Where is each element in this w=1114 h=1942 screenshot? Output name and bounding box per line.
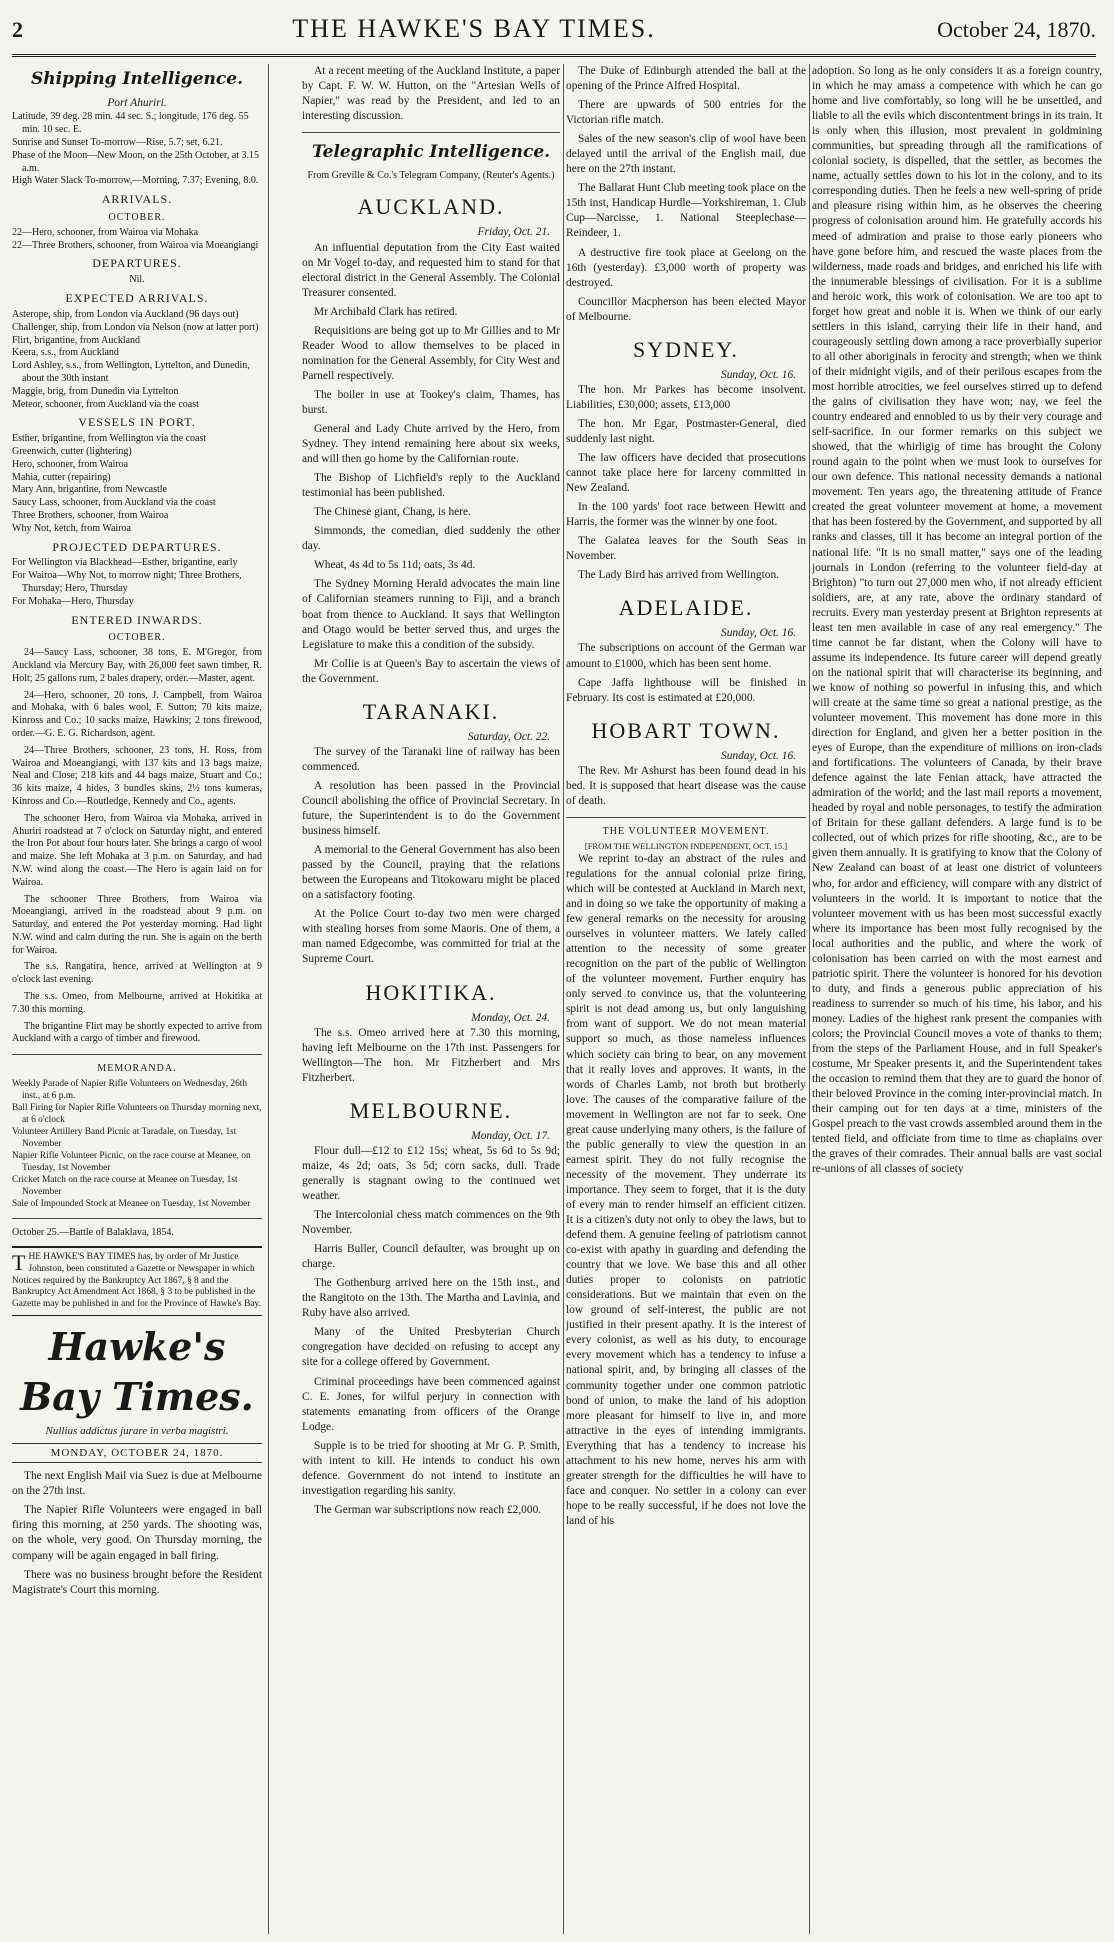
issue-date: October 24, 1870. (937, 17, 1096, 42)
expected-list: Asterope, ship, from London via Auckland (96 days out) Challenger, ship, from London via Nelson (now at latter port) Flirt, brigantine, from Auckland Keera, s.s., from Auckland Lord Ashley, s.s., from Wellington, Lyttelton, and Dunedin, about the 30th instant Maggie, brig, from Dunedin via Lyttelton Meteor, schooner, from Auckland via the coast (12, 308, 259, 410)
projected-list: For Wellington via Blackhead—Esther, brigantine, early For Wairoa—Why Not, to morrow night; Three Brothers, Thursday; Hero, Thursday For Mohaka—Hero, Thursday (12, 557, 242, 607)
taranaki-heading: TARANAKI. (362, 698, 500, 724)
shipping-notes: The schooner Hero, from Wairoa via Mohaka, arrived in Ahuriri roadstead at 7 o'clock on Saturday night, and entered the Iron Pot about four hours later. She brings a cargo of wool and maize. She left Mohaka at 3 p.m. on Saturday, and had N.W. wind along the coast.—The Hero is again laid on for Wairoa. The schooner Three Brothers, from Wairoa via Moeangiangi, arrived in the roadstead about 9 p.m. on Saturday, and entered the Pot yesterday morning. Had light N.W. wind and calm during the run. She is again on the berth for Wairoa. The s.s. Rangatira, hence, arrived at Wellington at 9 o'clock last evening. The s.s. Omeo, from Melbourne, arrived at Hokitika at 7.30 this morning. The brigantine Flirt may be shortly expected to arrive from Auckland with a cargo of timber and firewood. (12, 812, 262, 1045)
balaklava-note: October 25.—Battle of Balaklava, 1854. (12, 1227, 174, 1239)
column-divider (268, 64, 269, 1934)
volunteer-heading: THE VOLUNTEER MOVEMENT. (602, 825, 770, 837)
column-telegraph: At a recent meeting of the Auckland Institute, a paper by Capt. F. W. W. Hutton, on the "Artesian Wells of Napier," was read by the President, and led to an interesting discussion. Telegraphic Intelligence. From Greville & Co.'s Telegram Company, (Reuter's Agents.) AUCKLAND. Friday, Oct. 21. An influential deputation from the City East waited on Mr Vogel to-day, and requested him to stand for that electoral district in the General Assembly. The Colonial Treasurer consented. Mr Archibald Clark has retired. Requisitions are being got up to Mr Gillies and to Mr Reader Wood to allow themselves to be placed in nomination for the General Assembly, for City West and Parnell respectively. The boiler in use at Tookey's claim, Thames, has burst. General and Lady Chute arrived by the Hero, from Sydney. They intend remaining here about six weeks, and will then go home by the Californian route. The Bishop of Lichfield's reply to the Auckland testimonial has been published. The Chinese giant, Chang, is here. Simmonds, the comedian, died suddenly the other day. Wheat, 4s 4d to 5s 11d; oats, 3s 4d. The Sydney Morning Herald advocates the main line of Californian steamers running to Fiji, and a branch boat from thence to Auckland. It says that Wellington and Otago would be better served thus, and urges the Legislature to make this a condition of the subsidy. Mr Collie is at Queen's Bay to ascertain the views of the Government. TARANAKI. Saturday, Oct. 22. The survey of the Taranaki line of railway has been commenced. A resolution has been passed in the Provincial Council abolishing the office of Provincial Secretary. In future, the Superintendent is to do the Government business himself. A memorial to the General Government has also been passed by the Council, praying that the relations between the Europeans and Titokowaru might be placed on a satisfactory footing. At the Police Court to-day two men were charged with stealing horses from some Maoris. One of them, a man named Edgecombe, was committed for trial at the Supreme Court. HOKITIKA. Monday, Oct. 24. The s.s. Omeo arrived here at 7.30 this morning, having left Melbourne on the 17th inst. Passengers for Wellington—The hon. Mr Fitzherbert and Mrs Fitzherbert. MELBOURNE. Monday, Oct. 17. Flour dull—£12 to £12 15s; wheat, 5s 6d to 5s 9d; maize, 4s 2d; oats, 3s 5d; corn sacks, dull. Trade generally is stagnant owing to the continued wet weather. The Intercolonial chess match commences on the 9th November. Harris Buller, Council defaulter, was brought up on charge. The Gothenburg arrived here on the 15th inst., and the Rangitoto on the 13th. The Martha and Lavinia, and Ruby have also arrived. Many of the United Presbyterian Church congregation have decided on refusing to accept any site for a college offered by Government. Criminal proceedings have been commenced against C. E. Jones, for wilful perjury in connection with statements emanating from officers of the Orange Lodge. Supple is to be tried for shooting at Mr G. P. Smith, with intent to kill. He intends to conduct his own defence. Government do not intend to institute an investigation regarding his sanity. The German war subscriptions now reach £2,000. (302, 65, 560, 1516)
auckland-heading: AUCKLAND. (357, 194, 505, 220)
paper-title: Hawke's Bay Times. (20, 1323, 254, 1420)
gazette-notice: T HE HAWKE'S BAY TIMES has, by order of Mr Justice Johnston, been constituted a Gazette or Newspaper in which Notices required by the Bankruptcy Act 1867, § 8 and the Bankruptcy Act Amendment Act 1868, § 3 to be published in the Gazette may be published in and for the Province of Hawke's Bay. (12, 1246, 262, 1316)
volunteer-article-cont: adoption. So long as he only considers it as a foreign country, in which he may amass a competence with which he can go home and live comfortably, so long will he be unsettled, and liable to all the evils which discontentment brings in its train. It is only when this illusion, most prevalent in goldmining communities, but spreading through all the ramifications of colonial society, is dispelled, that the settler, as becomes the name, actually settles down to his lot in the colony, and to its corresponding duties. Then he feels a new well-spring of pride and pleasure rising within him, as he observes the cheering progress of colonisation around him. He gratefully accords his meed of admiration and praise to those early pioneers who have gone before him, and rescued the waste places from the wilderness, made roads and bridges, and enriched his life with the innumerable blessings of civilisation. For it is a sublime and heroic work, this work of colonisation. We are too apt to forget how great and noble it is. When we think of our early settlers in this island, carrying their life in their hand, and courageously settling down among a race proverbially superior to all other aboriginals in ferocity and strength; when we think of their midnight vigils, and of their perilous escapes from the most horrible atrocities, we feel ourselves stirred up to defend the gains of civilisation they have won; nay, we feel the country endeared and ennobled to us by their very courage and self-sacrifice. In our former remarks on this subject we showed, that the whirligig of time has brought the Colony round again to the point when we must look to ourselves for our own defence. This national necessity demands a national movement. Ten years ago, the threatening attitude of France created the great volunteer movement at home, a movement that has been fostered by the Government, and supported by all ranks and classes, till it has become an integral portion of the national life. "It is no small matter," says one of the leading journals in London (referring to the volunteer field-day at Brighton) "to turn out 27,000 men who, if not already efficient soldiers, are, at any rate, above the ordinary standard of recruits. Every man yesterday present at Brighton represents at least ten men available in case of any real emergency." The time cannot be far distant, when the Colony will have to assume its independence. Its future career will depend greatly on the national spirit that will characterise its beginning, and we know of nothing so powerful in infusing this, and which will create at the same time so great a national prestige, as the volunteer movement. This movement has done more in this direction for England, and given her a better position in the eyes of Europe, than the expenditure of millions on iron-clads and fortifications. The volunteers of Canada, by their brave defence against the late Fenian attack, have attracted the admiration of the world; and the last mail reports a movement, headed by royal and noble personages, to testify the admiration of Britain for these gallant defenders. A large fund is to be collected, out of which prizes for rifle shooting, &c., are to be given them annually. It is gratifying to know that the Colony of New Zealand can boast of at least one district of volunteers who, for ardor and efficiency, will compare with any district of volunteers in the world. It is important to notice that the volunteer movement with us has been most successful exactly where its importance has been most fully recognised by the local authorities and the public, and where the work of colonisation has been carried on with the most earnest and patriotic spirit. There the volunteer is honored for his devotion to duty, and finds a generous public appreciation of his readiness to surrender so much of his time, his labor, and his money. Ladies of the highest rank present the companies with colors; the Provincial Council moves a vote of thanks to them; from the steps of the Parliament House, and in full Speaker's costume, Mr Speaker presents it, and the Superintendent takes the occasion to remind them that they are to guard the honor of their beloved Province in the coming inter-provincial match. In their camping out for ten days at a time, ministers of the Gospel preach to the vast crowds assembled around them in the tented field, and officiate from time to time as chaplains over the graves of their comrades. Their annual balls are vast social re-unions of all classes of society (812, 65, 1102, 1176)
entered-list: 24—Saucy Lass, schooner, 38 tons, E. M'Gregor, from Auckland via Mercury Bay, with 26,000 feet sawn timber, R. Holt; 25 gallons rum, 2 bales drapery, order.—Master, agent. 24—Hero, schooner, 20 tons, J. Campbell, from Wairoa and Mohaka, with 6 bales wool, F. Sutton; 70 kits maize, Kinross and Co.; 10 sacks maize, Hawkins; 2 tons firewood, order.—G. E. G. Richardson, agent. 24—Three Brothers, schooner, 23 tons, H. Ross, from Wairoa and Moeangiangi, with 137 kits and 13 bags maize, Neal and Close; 218 kits and 44 bags maize, Stuart and Co.; 36 kits maize, 4 hides, 3 bundles skins, 2½ tons kumeras, Kinross and Co.—Routledge, Kennedy and Co., agents. (12, 647, 262, 807)
memoranda-list: Weekly Parade of Napier Rifle Volunteers on Wednesday, 26th inst., at 6 p.m. Ball Firing for Napier Rifle Volunteers on Thursday morning next, at 6 o'clock Volunteer Artillery Band Picnic at Taradale, on Tuesday, 1st November Napier Rifle Volunteer Picnic, on the race course at Meanee, on Tuesday, 1st November Cricket Match on the race course at Meanee on Tuesday, 1st November Sale of Impounded Stock at Meanee on Tuesday, 1st November (12, 1079, 262, 1210)
newspaper-title: THE HAWKE'S BAY TIMES. (292, 14, 656, 43)
motto: Nullius addictus jurare in verba magistri. (45, 1425, 229, 1438)
column-divider (563, 64, 564, 1934)
hokitika-heading: HOKITIKA. (365, 979, 497, 1005)
sydney-heading: SYDNEY. (633, 336, 739, 362)
page-number: 2 (12, 17, 23, 42)
port-name: Port Ahuriri. (107, 97, 167, 110)
adelaide-heading: ADELAIDE. (618, 595, 754, 621)
hobart-heading: HOBART TOWN. (591, 717, 781, 743)
masthead (12, 14, 1096, 57)
telegraph-heading: Telegraphic Intelligence. (311, 142, 551, 163)
column-volunteer-cont (812, 64, 1102, 1934)
volunteer-article: We reprint to-day an abstract of the rules and regulations for the annual colonial prize firing, which will be contested at Auckland in March next, and in doing so we take the opportunity of making a few general remarks on the necessity for arousing ourselves in volunteer matters. We lately called attention to the necessity of some greater recognition on the part of the public of Wellington of the volunteer movement. Further enquiry has only served to convince us, that the volunteering spirit is not dead among us, but only languishing from want of support. We do not mean material support so much, as those nameless influences which society can bring to bear, on any movement that it really loves and approves. It wants, in the words of Charles Lamb, not broth but brotherly love. The causes of the comparative failure of the movement in Wellington are not far to seek. One great cause underlying many others, is the failure of the public generally to view the question in an earnest spirit. They do not fully recognise the necessity of the movement. They underrate its importance. They seem to forget, that it is the duty of every man to render himself an efficient citizen. It is a citizen's duty not only to obey the laws, but to defend them. A genuine feeling of patriotism cannot co-exist with apathy in guarding and defending the country that we love. We base this and all other duties proper to colonists on patriotic considerations. But we maintain that even on the low ground of self-interest, the public are not justified in their present apathy. It is the interest of every colonist, as well as his duty, to encourage every movement which has a tendency to infuse a national spirit, and, by bringing all classes of the community together under one common patriotic bond of union, to make the land of his adoption more pleasant for himself to live in, and more attractive in the eyes of intending immigrants. Everything that has a tendency to increase his attachment to his new home, nerves his arm with greater strength for the difficulties he will have to face and conquer. No settler in a colony can ever hope to be really successful, if he does not love the land of his (566, 852, 806, 1527)
melbourne-heading: MELBOURNE. (349, 1097, 513, 1123)
arrivals-list: 22—Hero, schooner, from Wairoa via Mohaka 22—Three Brothers, schooner, from Wairoa via Moeangiangi (12, 226, 259, 251)
column-divider (809, 64, 810, 1934)
vessels-list: Esther, brigantine, from Wellington via the coast Greenwich, cutter (lightering) Hero, schooner, from Wairoa Mahia, cutter (repairing) Mary Ann, brigantine, from Newcastle Saucy Lass, schooner, from Auckland via the coast Three Brothers, schooner, from Wairoa Why Not, ketch, from Wairoa (12, 433, 216, 534)
issue-line: MONDAY, OCTOBER 24, 1870. (12, 1443, 262, 1464)
column-shipping: Shipping Intelligence. Port Ahuriri. Latitude, 39 deg. 28 min. 44 sec. S.; longitude, 176 deg. 55 min. 10 sec. E. Sunrise and Sunset To-morrow—Rise, 5.7; set, 6.21. Phase of the Moon—New Moon, on the 25th October, at 3.15 a.m. High Water Slack To-morrow,—Morning, 7.37; Evening, 8.0. ARRIVALS. OCTOBER. 22—Hero, schooner, from Wairoa via Mohaka 22—Three Brothers, schooner, from Wairoa via Moeangiangi DEPARTURES. Nil. EXPECTED ARRIVALS. Asterope, ship, from London via Auckland (96 days out) Challenger, ship, from London via Nelson (now at latter port) Flirt, brigantine, from Auckland Keera, s.s., from Auckland Lord Ashley, s.s., from Wellington, Lyttelton, and Dunedin, about the 30th instant Maggie, brig, from Dunedin via Lyttelton Meteor, schooner, from Auckland via the coast VESSELS IN PORT. Esther, brigantine, from Wellington via the coast Greenwich, cutter (lightering) Hero, schooner, from Wairoa Mahia, cutter (repairing) Mary Ann, brigantine, from Newcastle Saucy Lass, schooner, from Auckland via the coast Three Brothers, schooner, from Wairoa Why Not, ketch, from Wairoa PROJECTED DEPARTURES. For Wellington via Blackhead—Esther, brigantine, early For Wairoa—Why Not, to morrow night; Three Brothers, Thursday; Hero, Thursday For Mohaka—Hero, Thursday ENTERED INWARDS. OCTOBER. 24—Saucy Lass, schooner, 38 tons, E. M'Gregor, from Auckland via Mercury Bay, with 26,000 feet sawn timber, R. Holt; 25 gallons rum, 2 bales drapery, order.—Master, agent. 24—Hero, schooner, 20 tons, J. Campbell, from Wairoa and Mohaka, with 6 bales wool, F. Sutton; 70 kits maize, Kinross and Co.; 10 sacks maize, Hawkins; 2 tons firewood, order.—G. E. G. Richardson, agent. 24—Three Brothers, schooner, 23 tons, H. Ross, from Wairoa and Moeangiangi, with 137 kits and 13 bags maize, Neal and Close; 218 kits and 44 bags maize, Stuart and Co.; 36 kits maize, 4 hides, 3 bundles skins, 2½ tons kumeras, Kinross and Co.—Routledge, Kennedy and Co., agents. The schooner Hero, from Wairoa via Mohaka, arrived in Ahuriri roadstead at 7 o'clock on Saturday night, and entered the Iron Pot about four hours later. She brings a cargo of wool and maize. She left Mohaka at 3 p.m. on Saturday, and had N.W. wind along the coast.—The Hero is again laid on for Wairoa. The schooner Three Brothers, from Wairoa via Moeangiangi, arrived in the roadstead about 9 p.m. on Saturday, and entered the Pot yesterday morning. Had light N.W. wind and calm during the run. She is again on the berth for Wairoa. The s.s. Rangatira, hence, arrived at Wellington at 9 o'clock last evening. The s.s. Omeo, from Melbourne, arrived at Hokitika at 7.30 this morning. The brigantine Flirt may be shortly expected to arrive from Auckland with a cargo of timber and firewood. MEMORANDA. Weekly Parade of Napier Rifle Volunteers on Wednesday, 26th inst., at 6 p.m. Ball Firing for Napier Rifle Volunteers on Thursday morning next, at 6 o'clock Volunteer Artillery Band Picnic at Taradale, on Tuesday, 1st November Napier Rifle Volunteer Picnic, on the race course at Meanee, on Tuesday, 1st November Cricket Match on the race course at Meanee on Tuesday, 1st November Sale of Impounded Stock at Meanee on Tuesday, 1st November October 25.—Battle of Balaklava, 1854. T HE HAWKE'S BAY TIMES has, by order of Mr Justice Johnston, been constituted a Gazette or Newspaper in which Notices required by the Bankruptcy Act 1867, § 8 and the Bankruptcy Act Amendment Act 1868, § 3 to be published in the Gazette may be published in and for the Province of Hawke's Bay. Hawke's Bay Times. Nullius addictus jurare in verba magistri. MONDAY, OCTOBER 24, 1870. The next English Mail via Suez is due at Melbourne on the 27th inst. The Napier Rifle Volunteers were engaged in ball firing this morning, at 250 yards. The shooting was, on the whole, very good. On Thursday morning, the company will be again engaged in ball firing. There was no business brought before the Resident Magistrate's Court this morning. (12, 69, 262, 1596)
port-details: Latitude, 39 deg. 28 min. 44 sec. S.; longitude, 176 deg. 55 min. 10 sec. E. Sunrise and Sunset To-morrow—Rise, 5.7; set, 6.21. Phase of the Moon—New Moon, on the 25th October, at 3.15 a.m. High Water Slack To-morrow,—Morning, 7.37; Evening, 8.0. (12, 111, 260, 187)
column-news: The Duke of Edinburgh attended the ball at the opening of the Prince Alfred Hospital. There are upwards of 500 entries for the Victorian rifle match. Sales of the new season's clip of wool have been delayed until the arrival of the English mail, due here on the 27th instant. The Ballarat Hunt Club meeting took place on the 15th inst, Handicap Hurdle—Yorkshireman, 1. Club Cup—Narcisse, 1. National Steeplechase—Reindeer, 1. A destructive fire took place at Geelong on the 16th (yesterday). £3,000 worth of property was destroyed. Councillor Macpherson has been elected Mayor of Melbourne. SYDNEY. Sunday, Oct. 16. The hon. Mr Parkes has become insolvent. Liabilities, £30,000; assets, £13,000 The hon. Mr Egar, Postmaster-General, died suddenly last night. The law officers have decided that prosecutions cannot take place here for larceny committed in New Zealand. In the 100 yards' foot race between Hewitt and Harris, the former was the winner by one foot. The Galatea leaves for the South Seas in November. The Lady Bird has arrived from Wellington. ADELAIDE. Sunday, Oct. 16. The subscriptions on account of the German war amount to £1000, which has been sent home. Cape Jaffa lighthouse will be finished in February. Its cost is estimated at £20,000. HOBART TOWN. Sunday, Oct. 16. The Rev. Mr Ashurst has been found dead in his bed. It is supposed that heart disease was the cause of death. THE VOLUNTEER MOVEMENT. [FROM THE WELLINGTON INDEPENDENT, OCT. 15.] We reprint to-day an abstract of the rules and regulations for the annual colonial prize firing, which will be contested at Auckland in March next, and in doing so we take the opportunity of making a few general remarks on the necessity for arousing ourselves in volunteer matters. We lately called attention to the necessity of some greater recognition on the part of the public of Wellington of the volunteer movement. Further enquiry has only served to convince us, that the volunteering spirit is not dead among us, but only languishing from want of support. We do not mean material support so much, as those nameless influences which society can bring to bear, on any movement that it really loves and approves. It wants, in the words of Charles Lamb, not broth but brotherly love. The causes of the comparative failure of the movement in Wellington are not far to seek. One great cause underlying many others, is the failure of the public generally to view the question in an earnest spirit. They do not fully recognise the necessity of the movement. They underrate its importance. They seem to forget, that it is the duty of every man to render himself an efficient citizen. It is a citizen's duty not only to obey the laws, but to defend them. A genuine feeling of patriotism cannot co-exist with apathy in guarding and defending the country that we love. We base this and all other duties proper to colonists on patriotic considerations. But we maintain that even on the low ground of self-interest, the public are not justified in their present apathy. It is the interest of every colonist, as well as his duty, to encourage every movement which has a tendency to infuse a national spirit, and, by bringing all classes of the community together under one common patriotic bond of union, to make the land of his adoption more pleasant for himself to live in, and more attractive in the eyes of intending immigrants. Everything that has a tendency to increase his attachment to his new home, nerves his arm with greater strength for the difficulties he will have to face and conquer. No settler in a colony can ever hope to be really successful, if he does not love the land of his (566, 64, 806, 1934)
section-heading: Shipping Intelligence. (31, 69, 243, 89)
